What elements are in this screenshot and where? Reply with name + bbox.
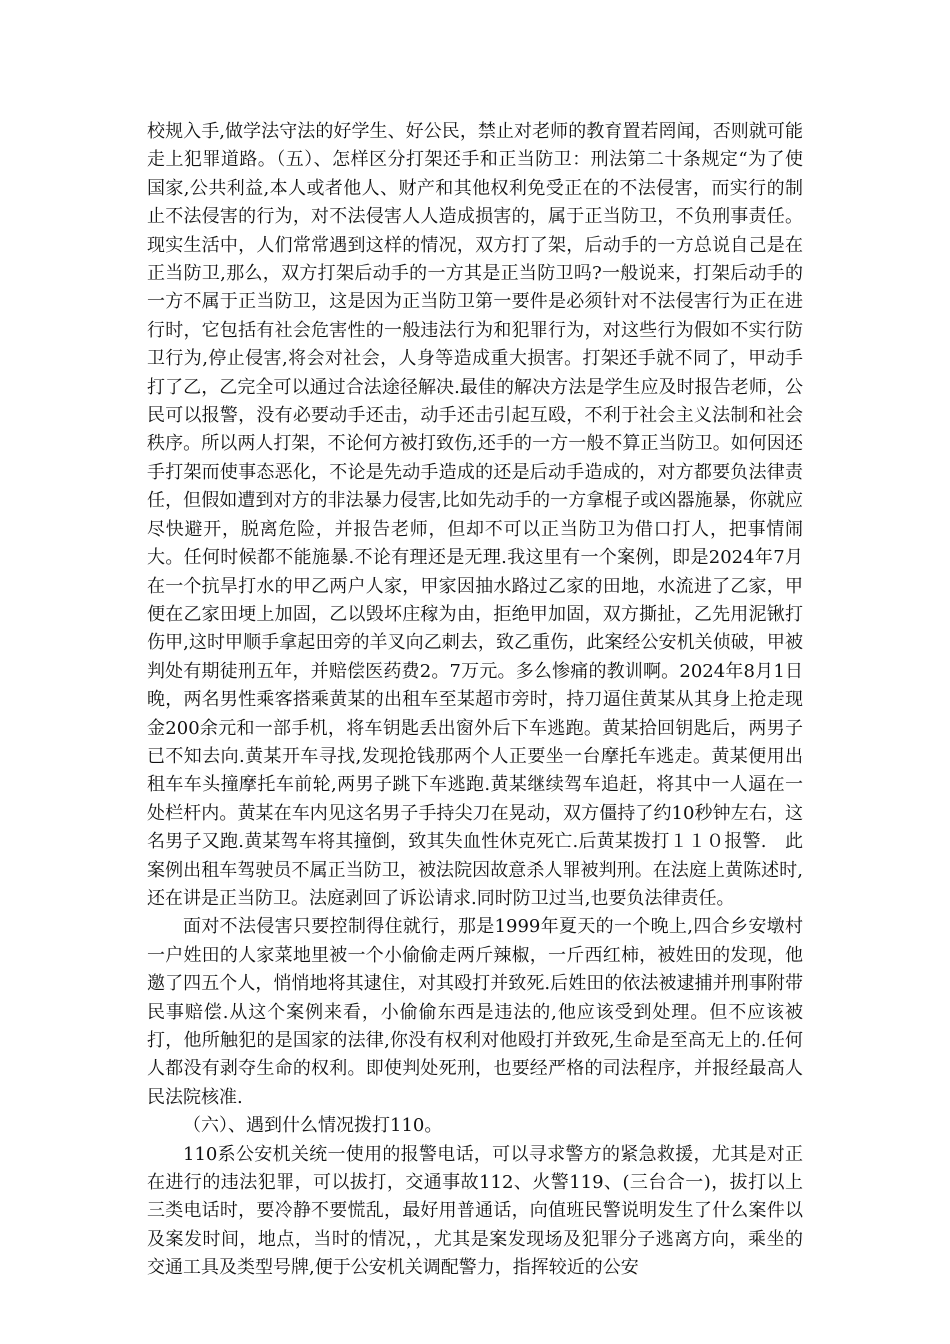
paragraph: 校规入手,做学法守法的好学生、好公民，禁止对老师的教育置若罔闻，否则就可能走上犯罪道路。（五）、怎样区分打架还手和正当防卫：刑法第二十条规定“为了使国家,公共利益,本人或者他人、财产和其他权利免受正在的不法侵害，而实行的制止不法侵害的行为，对不法侵害人人造成损害的，属于正当防卫，不负刑事责任。现实生活中，人们常常遇到这样的情况，双方打了架，后动手的一方总说自己是在正当防卫,那么，双方打架后动手的一方其是正当防卫吗?一般说来，打架后动手的一方不属于正当防卫，这是因为正当防卫第一要件是必须针对不法侵害行为正在进行时，它包括有社会危害性的一般违法行为和犯罪行为，对这些行为假如不实行防卫行为,停止侵害,将会对社会，人身等造成重大损害。打架还手就不同了，甲动手打了乙，乙完全可以通过合法途径解决.最佳的解决方法是学生应及时报告老师，公民可以报警，没有必要动手还击，动手还击引起互殴，不利于社会主义法制和社会秩序。所以两人打架，不论何方被打致伤,还手的一方一般不算正当防卫。如何因还手打架而使事态恶化，不论是先动手造成的还是后动手造成的，对方都要负法律责任，但假如遭到对方的非法暴力侵害,比如先动手的一方拿棍子或凶器施暴，你就应尽快避开，脱离危险，并报告老师，但却不可以正当防卫为借口打人，把事情闹大。任何时候都不能施暴.不论有理还是无理.我这里有一个案例，即是2024年7月在一个抗旱打水的甲乙两户人家，甲家因抽水路过乙家的田地，水流进了乙家，甲便在乙家田埂上加固，乙以毁坏庄稼为由，拒绝甲加固，双方撕扯，乙先用泥锹打伤甲,这时甲顺手拿起田旁的羊叉向乙刺去，致乙重伤，此案经公安机关侦破，甲被判处有期徒刑五年，并赔偿医药费2。7万元。多么惨痛的教训啊。2024年8月1日晚，两名男性乘客搭乘黄某的出租车至某超市旁时，持刀逼住黄某从其身上抢走现金200余元和一部手机，将车钥匙丢出窗外后下车逃跑。黄某拾回钥匙后，两男子已不知去向.黄某开车寻找,发现抢钱那两个人正要坐一台摩托车逃走。黄某便用出租车车头撞摩托车前轮,两男子跳下车逃跑.黄某继续驾车追赶，将其中一人逼在一处栏杆内。黄某在车内见这名男子手持尖刀在晃动，双方僵持了约10秒钟左右，这名男子又跑.黄某驾车将其撞倒，致其失血性休克死亡.后黄某拨打１１０报警. 此案例出租车驾驶员不属正当防卫，被法院因故意杀人罪被判刑。在法庭上黄陈述时,还在讲是正当防卫。法庭剥回了诉讼请求.同时防卫过当,也要负法律责任。 [147, 121, 803, 909]
paragraph: 110系公安机关统一使用的报警电话，可以寻求警方的紧急救援，尤其是对正在进行的违法犯罪，可以拔打，交通事故112、火警119、(三台合一)，拔打以上三类电话时，要冷静不要慌乱，最好用普通话，向值班民警说明发生了什么案件以及案发时间，地点，当时的情况，，尤其是案发现场及犯罪分子逃离方向，乘坐的交通工具及类型号牌,便于公安机关调配警力，指挥较近的公安 [147, 1143, 803, 1279]
section-heading: （六）、遇到什么情况拨打110。 [183, 1115, 443, 1137]
document-page [147, 118, 803, 1283]
paragraph: 面对不法侵害只要控制得住就行，那是1999年夏天的一个晚上,四合乡安墩村一户姓田的人家菜地里被一个小偷偷走两斤辣椒，一斤西红柿，被姓田的发现，他邀了四五个人，悄悄地将其逮住，对其殴打并致死.后姓田的依法被逮捕并刑事附带民事赔偿.从这个案例来看，小偷偷东西是违法的,他应该受到处理。但不应该被打，他所触犯的是国家的法律,你没有权利对他殴打并致死,生命是至高无上的.任何人都没有剥夺生命的权利。即使判处死刑，也要经严格的司法程序，并报经最高人民法院核准. [147, 916, 803, 1108]
